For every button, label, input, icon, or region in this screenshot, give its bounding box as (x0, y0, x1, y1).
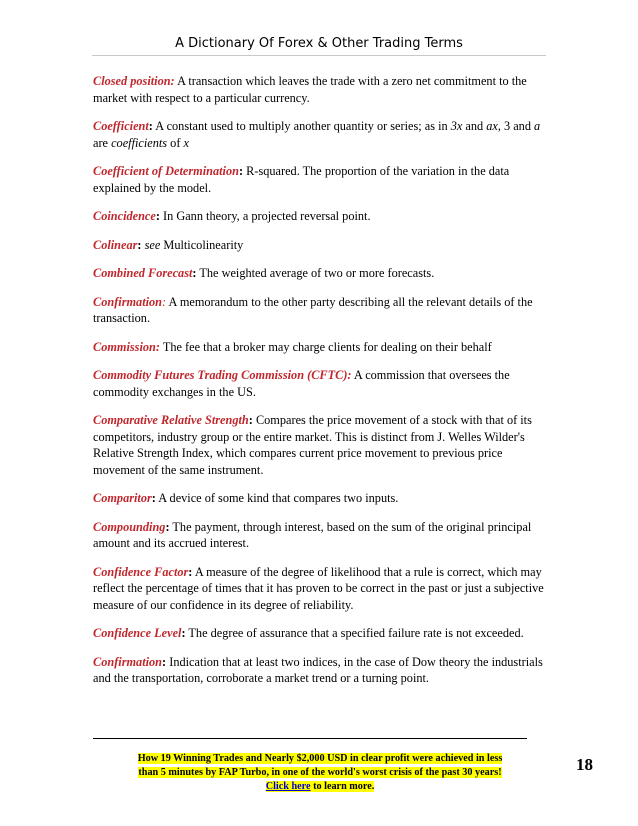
term-colon: : (165, 519, 170, 534)
definition-italic: coefficients (111, 135, 168, 150)
definition: The fee that a broker may charge clients for dealing on their behalf (162, 339, 492, 354)
glossary-entry-confirmation-dow (93, 654, 553, 687)
definition-part: A constant used to multiply another quantity or series; as in (155, 119, 451, 133)
glossary-entry-confirmation-memorandum (93, 294, 553, 327)
term-colon: : (162, 654, 167, 669)
definition: Multicolinearity (163, 237, 244, 252)
definition: A commission that oversees the commodity exchanges in the US. (93, 368, 510, 399)
term-colon: : (148, 119, 153, 133)
definition: The payment, through interest, based on the sum of the original principal amount and its accrued interest. (93, 519, 532, 550)
see-reference: see (144, 237, 161, 252)
definition-part: are (93, 135, 112, 150)
glossary-entry-closed-position (93, 73, 553, 106)
footer-promo (130, 752, 510, 794)
term-colon: : (188, 564, 193, 579)
term: Confidence Factor (93, 564, 189, 579)
page-number: 18 (576, 755, 593, 774)
definition-italic: x (183, 135, 189, 150)
term: Confirmation (93, 654, 163, 669)
definition: The weighted average of two or more forecasts. (199, 266, 435, 280)
promo-line-3 (266, 781, 375, 792)
term: Confidence Level (93, 626, 182, 640)
definition: A memorandum to the other party describing all the relevant details of the transaction. (93, 294, 533, 325)
term-colon: : (162, 294, 167, 309)
click-here-link[interactable]: Click here (265, 781, 311, 792)
glossary-entry-coefficient-of-determination (93, 163, 553, 196)
page-header-title: A Dictionary Of Forex & Other Trading Terms (92, 36, 546, 56)
term-colon: : (181, 626, 186, 640)
term: Colinear (93, 237, 138, 252)
promo-line-1: How 19 Winning Trades and Nearly $2,000 USD in clear profit were achieved in less (137, 753, 503, 764)
term-colon: : (238, 164, 244, 178)
term-colon: : (151, 491, 156, 505)
term: Coefficient of Determination (93, 164, 239, 178)
footer-divider (93, 738, 527, 739)
term: Comparitor (93, 491, 152, 505)
glossary-entry-coincidence (93, 208, 553, 225)
term-colon: : (155, 209, 160, 223)
term-colon: : (192, 266, 197, 280)
definition-part: , 3 and (497, 119, 535, 133)
term: Closed position: (93, 74, 175, 88)
definition: Indication that at least two indices, in the case of Dow theory the industrials and the transportation, corroborate a market trend or a turning point. (93, 654, 543, 685)
definition-italic: ax (486, 119, 498, 133)
promo-line-2: than 5 minutes by FAP Turbo, in one of the world's worst crisis of the past 30 years! (138, 767, 502, 778)
term: Combined Forecast (93, 266, 193, 280)
glossary-entry-comparative-relative-strength (93, 412, 553, 478)
glossary-entry-confidence-factor (93, 564, 553, 614)
term: Confirmation (93, 294, 163, 309)
glossary-entry-combined-forecast (93, 265, 553, 282)
term: Comparative Relative Strength (93, 413, 249, 427)
glossary-entry-colinear (93, 237, 553, 254)
glossary-entry-commission (93, 339, 553, 356)
definition-part: and (462, 119, 487, 133)
glossary-entries (93, 73, 553, 699)
promo-link-suffix: to learn more. (310, 781, 375, 792)
definition: Compares the price movement of a stock with that of its competitors, industry group or the entire market. This is distinct from J. Welles Wilder's Relative Strength Index, which compares current price movement to previous price movement of the same instrument. (93, 413, 532, 477)
definition: The degree of assurance that a specified failure rate is not exceeded. (188, 626, 524, 640)
definition: A transaction which leaves the trade with a zero net commitment to the market with respect to a particular currency. (93, 74, 527, 105)
term: Commission: (93, 339, 160, 354)
definition: In Gann theory, a projected reversal point. (163, 209, 371, 223)
term: Compounding (93, 519, 166, 534)
glossary-entry-coefficient (93, 118, 553, 151)
glossary-entry-comparitor (93, 490, 553, 507)
glossary-entry-confidence-level (93, 625, 553, 642)
term-colon: : (137, 237, 142, 252)
term-colon: : (248, 413, 253, 427)
glossary-entry-compounding (93, 519, 553, 552)
term: Coincidence (93, 209, 156, 223)
definition: A device of some kind that compares two inputs. (158, 491, 399, 505)
definition-part: of (167, 135, 184, 150)
term: Coefficient (93, 119, 149, 133)
definition-italic: 3x (450, 119, 463, 133)
definition-italic: a (534, 119, 541, 133)
definition: A measure of the degree of likelihood that a rule is correct, which may reflect the percentage of times that it has proven to be correct in the past or just a subjective measure of our confidence in its degree of reliability. (93, 564, 544, 612)
glossary-entry-cftc (93, 367, 553, 400)
definition: R-squared. The proportion of the variation in the data explained by the model. (93, 164, 510, 195)
term: Commodity Futures Trading Commission (CFTC): (93, 368, 352, 382)
